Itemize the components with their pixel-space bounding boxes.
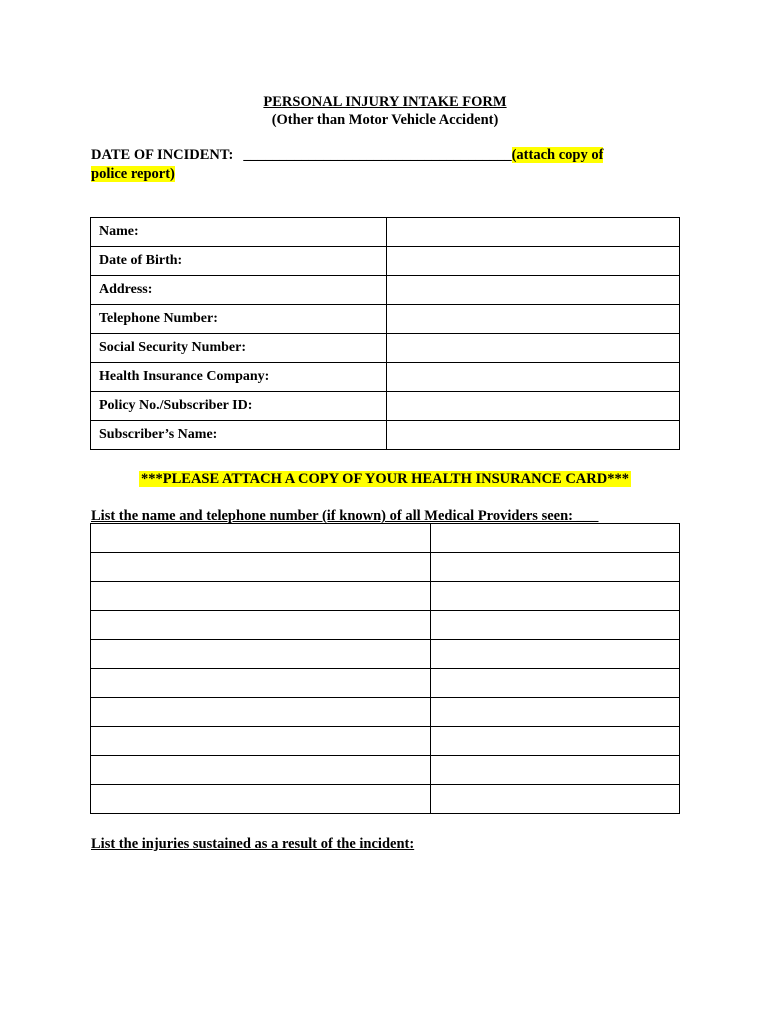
field-label-subscriber-name: Subscriber’s Name: [91,421,387,450]
field-label-policy-no: Policy No./Subscriber ID: [91,392,387,421]
table-row [91,640,680,669]
table-row [91,727,680,756]
provider-phone-cell[interactable] [431,524,680,553]
provider-phone-cell[interactable] [431,698,680,727]
field-input-name[interactable] [387,218,680,247]
field-input-ssn[interactable] [387,334,680,363]
provider-phone-cell[interactable] [431,611,680,640]
table-row [91,276,680,305]
field-label-ssn: Social Security Number: [91,334,387,363]
provider-name-cell[interactable] [91,727,431,756]
provider-name-cell[interactable] [91,524,431,553]
provider-phone-cell[interactable] [431,756,680,785]
provider-phone-cell[interactable] [431,582,680,611]
providers-label: List the name and telephone number (if known) of all Medical Providers seen: [91,508,573,524]
form-title: PERSONAL INJURY INTAKE FORM [263,94,507,110]
incident-date-row [91,147,603,164]
medical-providers-table [90,523,680,814]
field-input-policy-no[interactable] [387,392,680,421]
provider-name-cell[interactable] [91,698,431,727]
provider-name-cell[interactable] [91,756,431,785]
incident-note-part1: (attach copy of [511,147,604,163]
personal-info-table [90,217,680,450]
incident-date-label: DATE OF INCIDENT: [91,147,234,163]
provider-name-cell[interactable] [91,669,431,698]
providers-label-blank: ___ [576,508,599,524]
table-row [91,218,680,247]
field-input-subscriber-name[interactable] [387,421,680,450]
table-row [91,669,680,698]
provider-name-cell[interactable] [91,785,431,814]
provider-name-cell[interactable] [91,611,431,640]
form-subtitle: (Other than Motor Vehicle Accident) [271,112,499,128]
provider-phone-cell[interactable] [431,669,680,698]
attach-card-notice-text: ***PLEASE ATTACH A COPY OF YOUR HEALTH INSURANCE CARD*** [141,471,629,487]
field-input-address[interactable] [387,276,680,305]
incident-note-row [91,166,175,183]
provider-phone-cell[interactable] [431,553,680,582]
field-input-insurance-company[interactable] [387,363,680,392]
provider-phone-cell[interactable] [431,640,680,669]
table-row [91,785,680,814]
table-row [91,698,680,727]
table-row [91,363,680,392]
table-row [91,421,680,450]
field-label-telephone: Telephone Number: [91,305,387,334]
table-row [91,756,680,785]
incident-date-blank[interactable]: _____________________________________ [243,147,512,163]
field-label-insurance-company: Health Insurance Company: [91,363,387,392]
table-row [91,582,680,611]
table-row [91,524,680,553]
table-row [91,334,680,363]
table-row [91,392,680,421]
provider-phone-cell[interactable] [431,727,680,756]
table-row [91,611,680,640]
injuries-label: List the injuries sustained as a result of the incident: [91,836,415,852]
field-label-name: Name: [91,218,387,247]
provider-name-cell[interactable] [91,640,431,669]
attach-card-notice [0,471,770,488]
provider-name-cell[interactable] [91,553,431,582]
field-input-telephone[interactable] [387,305,680,334]
field-label-address: Address: [91,276,387,305]
field-input-dob[interactable] [387,247,680,276]
provider-name-cell[interactable] [91,582,431,611]
provider-phone-cell[interactable] [431,785,680,814]
table-row [91,305,680,334]
table-row [91,247,680,276]
field-label-dob: Date of Birth: [91,247,387,276]
table-row [91,553,680,582]
incident-note-part2: police report) [91,166,175,182]
